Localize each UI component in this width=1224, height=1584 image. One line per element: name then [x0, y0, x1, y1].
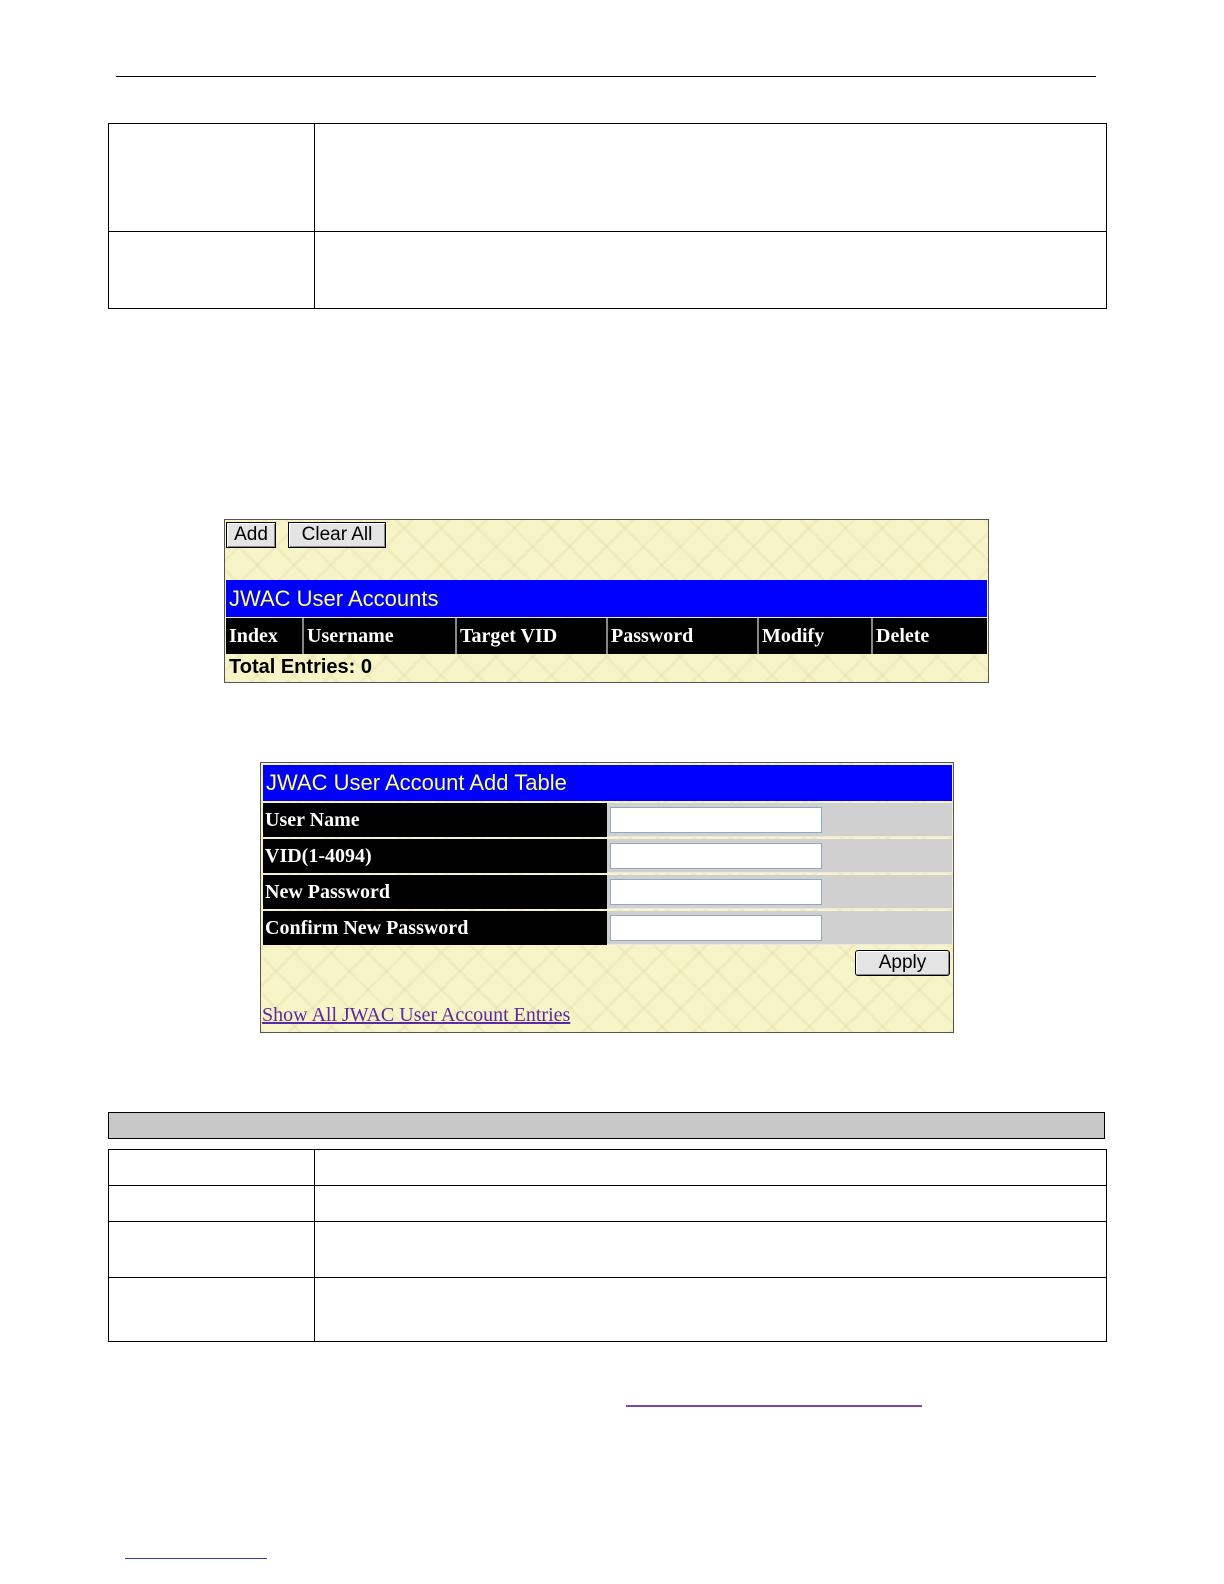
- table-cell: [109, 1222, 315, 1278]
- table-cell: [315, 1186, 1107, 1222]
- apply-button[interactable]: Apply: [855, 950, 950, 976]
- link-underline[interactable]: [626, 1405, 922, 1407]
- column-header-target-vid: Target VID: [457, 618, 608, 654]
- table-cell: [109, 1186, 315, 1222]
- vid-cell: [607, 839, 952, 873]
- panel-title: JWAC User Accounts: [226, 580, 987, 617]
- column-header-username: Username: [304, 618, 457, 654]
- table-cell: [315, 1222, 1107, 1278]
- table-cell: [315, 232, 1107, 309]
- vid-label: VID(1-4094): [263, 839, 607, 873]
- add-button[interactable]: Add: [226, 522, 276, 548]
- table-cell: [315, 1150, 1107, 1186]
- confirm-password-cell: [607, 911, 952, 945]
- column-header-password: Password: [608, 618, 759, 654]
- table-cell: [315, 1278, 1107, 1342]
- parameter-table-bottom: [108, 1149, 1107, 1342]
- new-password-cell: [607, 875, 952, 909]
- footer-link-underline[interactable]: [125, 1558, 267, 1559]
- show-all-entries-link[interactable]: Show All JWAC User Account Entries: [262, 1004, 571, 1026]
- column-header-index: Index: [226, 618, 304, 654]
- new-password-label: New Password: [263, 875, 607, 909]
- add-table-title: JWAC User Account Add Table: [263, 765, 952, 801]
- table-cell: [109, 124, 315, 232]
- parameter-table-header: [108, 1112, 1105, 1139]
- parameter-table-top: [108, 123, 1107, 309]
- column-header-delete: Delete: [876, 624, 930, 647]
- total-entries: Total Entries: 0: [229, 656, 372, 678]
- jwac-user-accounts-panel: [224, 519, 989, 683]
- table-cell: [109, 1278, 315, 1342]
- form-row-new-password: [263, 875, 952, 909]
- table-cell: [109, 232, 315, 309]
- user-name-cell: [607, 803, 952, 837]
- new-password-input[interactable]: [610, 879, 822, 905]
- clear-all-button[interactable]: Clear All: [288, 522, 386, 548]
- form-row-confirm-password: [263, 911, 952, 945]
- table-cell: [109, 1150, 315, 1186]
- user-name-input[interactable]: [610, 807, 822, 833]
- form-row-user-name: [263, 803, 952, 837]
- jwac-add-table-panel: [260, 762, 954, 1033]
- table-cell: [315, 124, 1107, 232]
- vid-input[interactable]: [610, 843, 822, 869]
- confirm-password-input[interactable]: [610, 915, 822, 941]
- user-name-label: User Name: [263, 803, 607, 837]
- form-row-vid: [263, 839, 952, 873]
- table-header-row: [226, 618, 987, 654]
- column-header-modify: Modify: [759, 618, 873, 654]
- page-header-rule: [116, 76, 1096, 77]
- confirm-password-label: Confirm New Password: [263, 911, 607, 945]
